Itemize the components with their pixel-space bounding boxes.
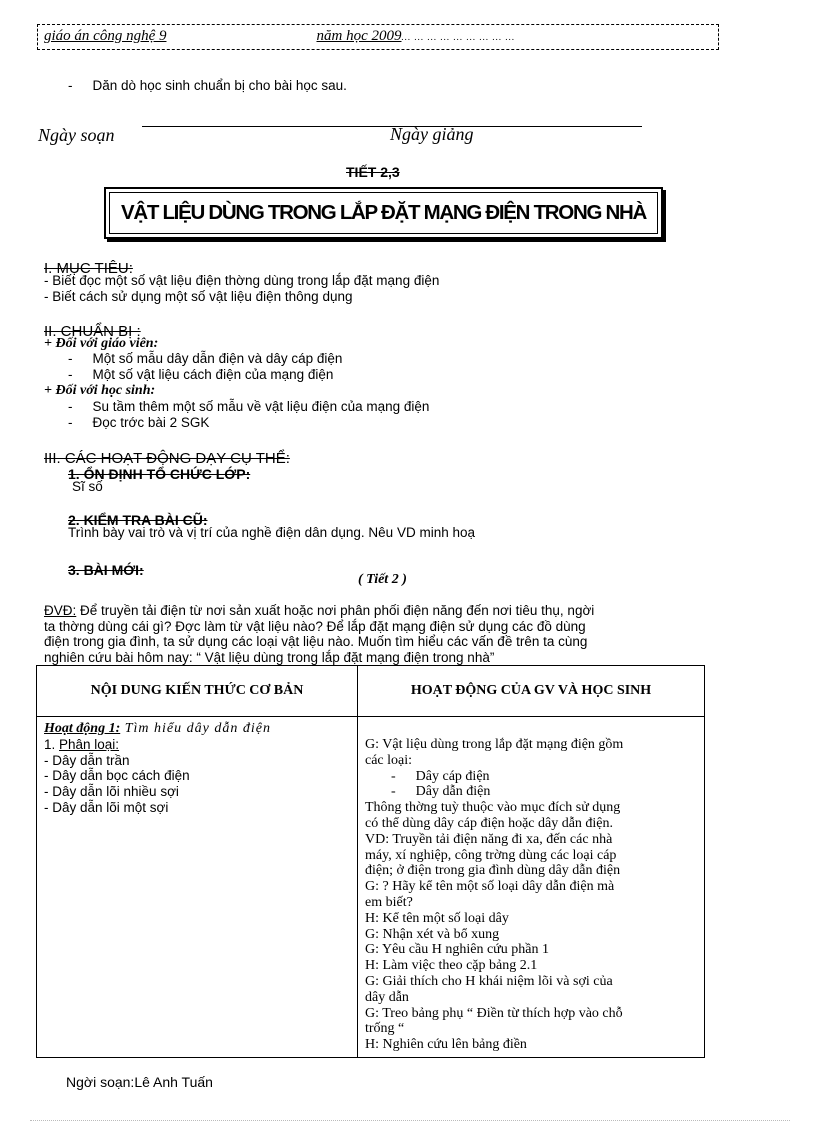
ngay-soan: Ngày soạn (38, 125, 115, 145)
sub1-text: Sĩ số (72, 479, 103, 494)
activity-title: Hoạt động 1: Tìm hiểu dây dẫn điện (44, 721, 271, 736)
activity-line: H: Nghiên cứu lên bảng điền (365, 1037, 527, 1053)
activity-line: H: Làm việc theo cặp bảng 2.1 (365, 958, 538, 974)
activity-line: có thể dùng dây cáp điện hoặc dây dẫn điện. (365, 815, 614, 831)
activity-line: máy, xí nghiệp, công trờng dùng các loại cáp (365, 847, 617, 863)
lesson-title-box (104, 187, 663, 239)
table-header: NỘI DUNG KIẾN THỨC CƠ BẢN (37, 666, 358, 717)
list-item: - Dây dẫn lõi một sợi (44, 799, 169, 815)
header-left: giáo án công nghệ 9 năm học 2009... ... ... ... ... ... ... ... ... (44, 28, 516, 44)
lesson-title: VẬT LIỆU DÙNG TRONG LẮP ĐẶT MẠNG ĐIỆN TRONG NHÀ (109, 192, 658, 234)
activity-line: G: Treo bảng phụ “ Điền từ thích hợp vào chỗ (365, 1005, 623, 1021)
activity-line: G: Vật liệu dùng trong lắp đặt mạng điện gồm (365, 737, 624, 752)
list-item: - Dây dẫn trần (44, 752, 130, 768)
activity-line: em biết? (365, 894, 413, 910)
table-header: HOẠT ĐỘNG CỦA GV VÀ HỌC SINH (358, 666, 705, 717)
activity-line: G: ? Hãy kể tên một số loại dây dẫn điện mà (365, 879, 615, 895)
list-item: - Dây dẫn bọc cách điện (44, 768, 190, 784)
ngay-giang: Ngày giảng (390, 124, 474, 144)
page-edge (30, 1120, 790, 1121)
teacher-item: - Một số vật liệu cách điện của mạng điện (68, 367, 334, 382)
tiet2-label: ( Tiết 2 ) (358, 572, 407, 587)
activity-line: trống “ (365, 1021, 405, 1037)
activity-line: G: Yêu cầu H nghiên cứu phần 1 (365, 942, 549, 958)
teacher-heading: + Đối với giáo viên: (44, 336, 159, 351)
sub2-text: Trình bày vai trò và vị trí của nghề điện dân dụng. Nêu VD minh hoạ (68, 525, 475, 540)
sub1-heading: 1. ỔN ĐỊNH TỔ CHỨC LỚP: (68, 466, 251, 482)
phan-loai: 1. Phân loại: (44, 736, 120, 752)
dvd-paragraph: ĐVĐ: Để truyền tải điện từ nơi sản xuất hoặc nơi phân phối điện năng đến nơi tiêu thụ, ngời ta thờng dùng cái gì? Đợc làm từ vật liệu nào? Để lắp đặt mạng điện sử dụng các đồ dùng điện trong gia đình, ta sử dụng các loại vật liệu nào. Muốn tìm hiểu các vấn đề trên ta cùng nghiên cứu bài hôm nay: “ Vật liệu dùng trong lắp đặt mạng điện trong nhà” (44, 603, 595, 665)
activity-line: các loại: (365, 752, 413, 768)
sub2-heading: 2. KIỂM TRA BÀI CŨ: (68, 512, 208, 528)
left-cell (37, 717, 358, 1058)
right-cell (358, 717, 705, 1058)
intro-item: - Dăn dò học sinh chuẩn bị cho bài học sau. (68, 78, 347, 93)
activity-line: G: Giải thích cho H khái niệm lõi và sợi của (365, 973, 613, 989)
section1-heading: I. MỤC TIÊU: (44, 260, 133, 277)
section1-line: - Biết cách sử dụng một số vật liệu điện thông dụng (44, 289, 353, 304)
content-table (36, 665, 705, 1058)
activity-line: VD: Truyền tải điện năng đi xa, đến các nhà (365, 831, 613, 847)
activity-line: Thông thờng tuỳ thuộc vào mục đích sử dụng (365, 800, 621, 816)
section3-heading: III. CÁC HOẠT ĐỘNG DẠY CỤ THỂ: (44, 450, 290, 467)
activity-line: dây dẫn (365, 989, 409, 1005)
activity-line: điện; ở điện trong gia đình dùng dây dẫn điện (365, 863, 621, 879)
sub3-heading: 3. BÀI MỚI: (68, 562, 144, 578)
activity-line: H: Kể tên một số loại dây (365, 910, 509, 926)
section1-line: - Biết đọc một số vật liệu điện thờng dùng trong lắp đặt mạng điện (44, 273, 440, 288)
activity-bullet: - Dây dẫn điện (391, 784, 491, 800)
teacher-item: - Một số mẫu dây dẫn điện và dây cáp điện (68, 351, 343, 366)
student-heading: + Đối với học sinh: (44, 383, 156, 398)
student-item: - Đọc trớc bài 2 SGK (68, 415, 210, 430)
activity-bullet: - Dây cáp điện (391, 768, 490, 784)
activity-line: G: Nhận xét và bổ xung (365, 926, 500, 942)
section2-heading: II. CHUẨN BỊ : (44, 323, 141, 340)
student-item: - Su tầm thêm một số mẫu về vật liệu điện của mạng điện (68, 399, 430, 414)
list-item: - Dây dẫn lõi nhiều sợi (44, 784, 179, 800)
tiet-label: TIẾT 2,3 (346, 164, 400, 180)
footer-author: Ngời soạn:Lê Anh Tuấn (66, 1074, 213, 1090)
